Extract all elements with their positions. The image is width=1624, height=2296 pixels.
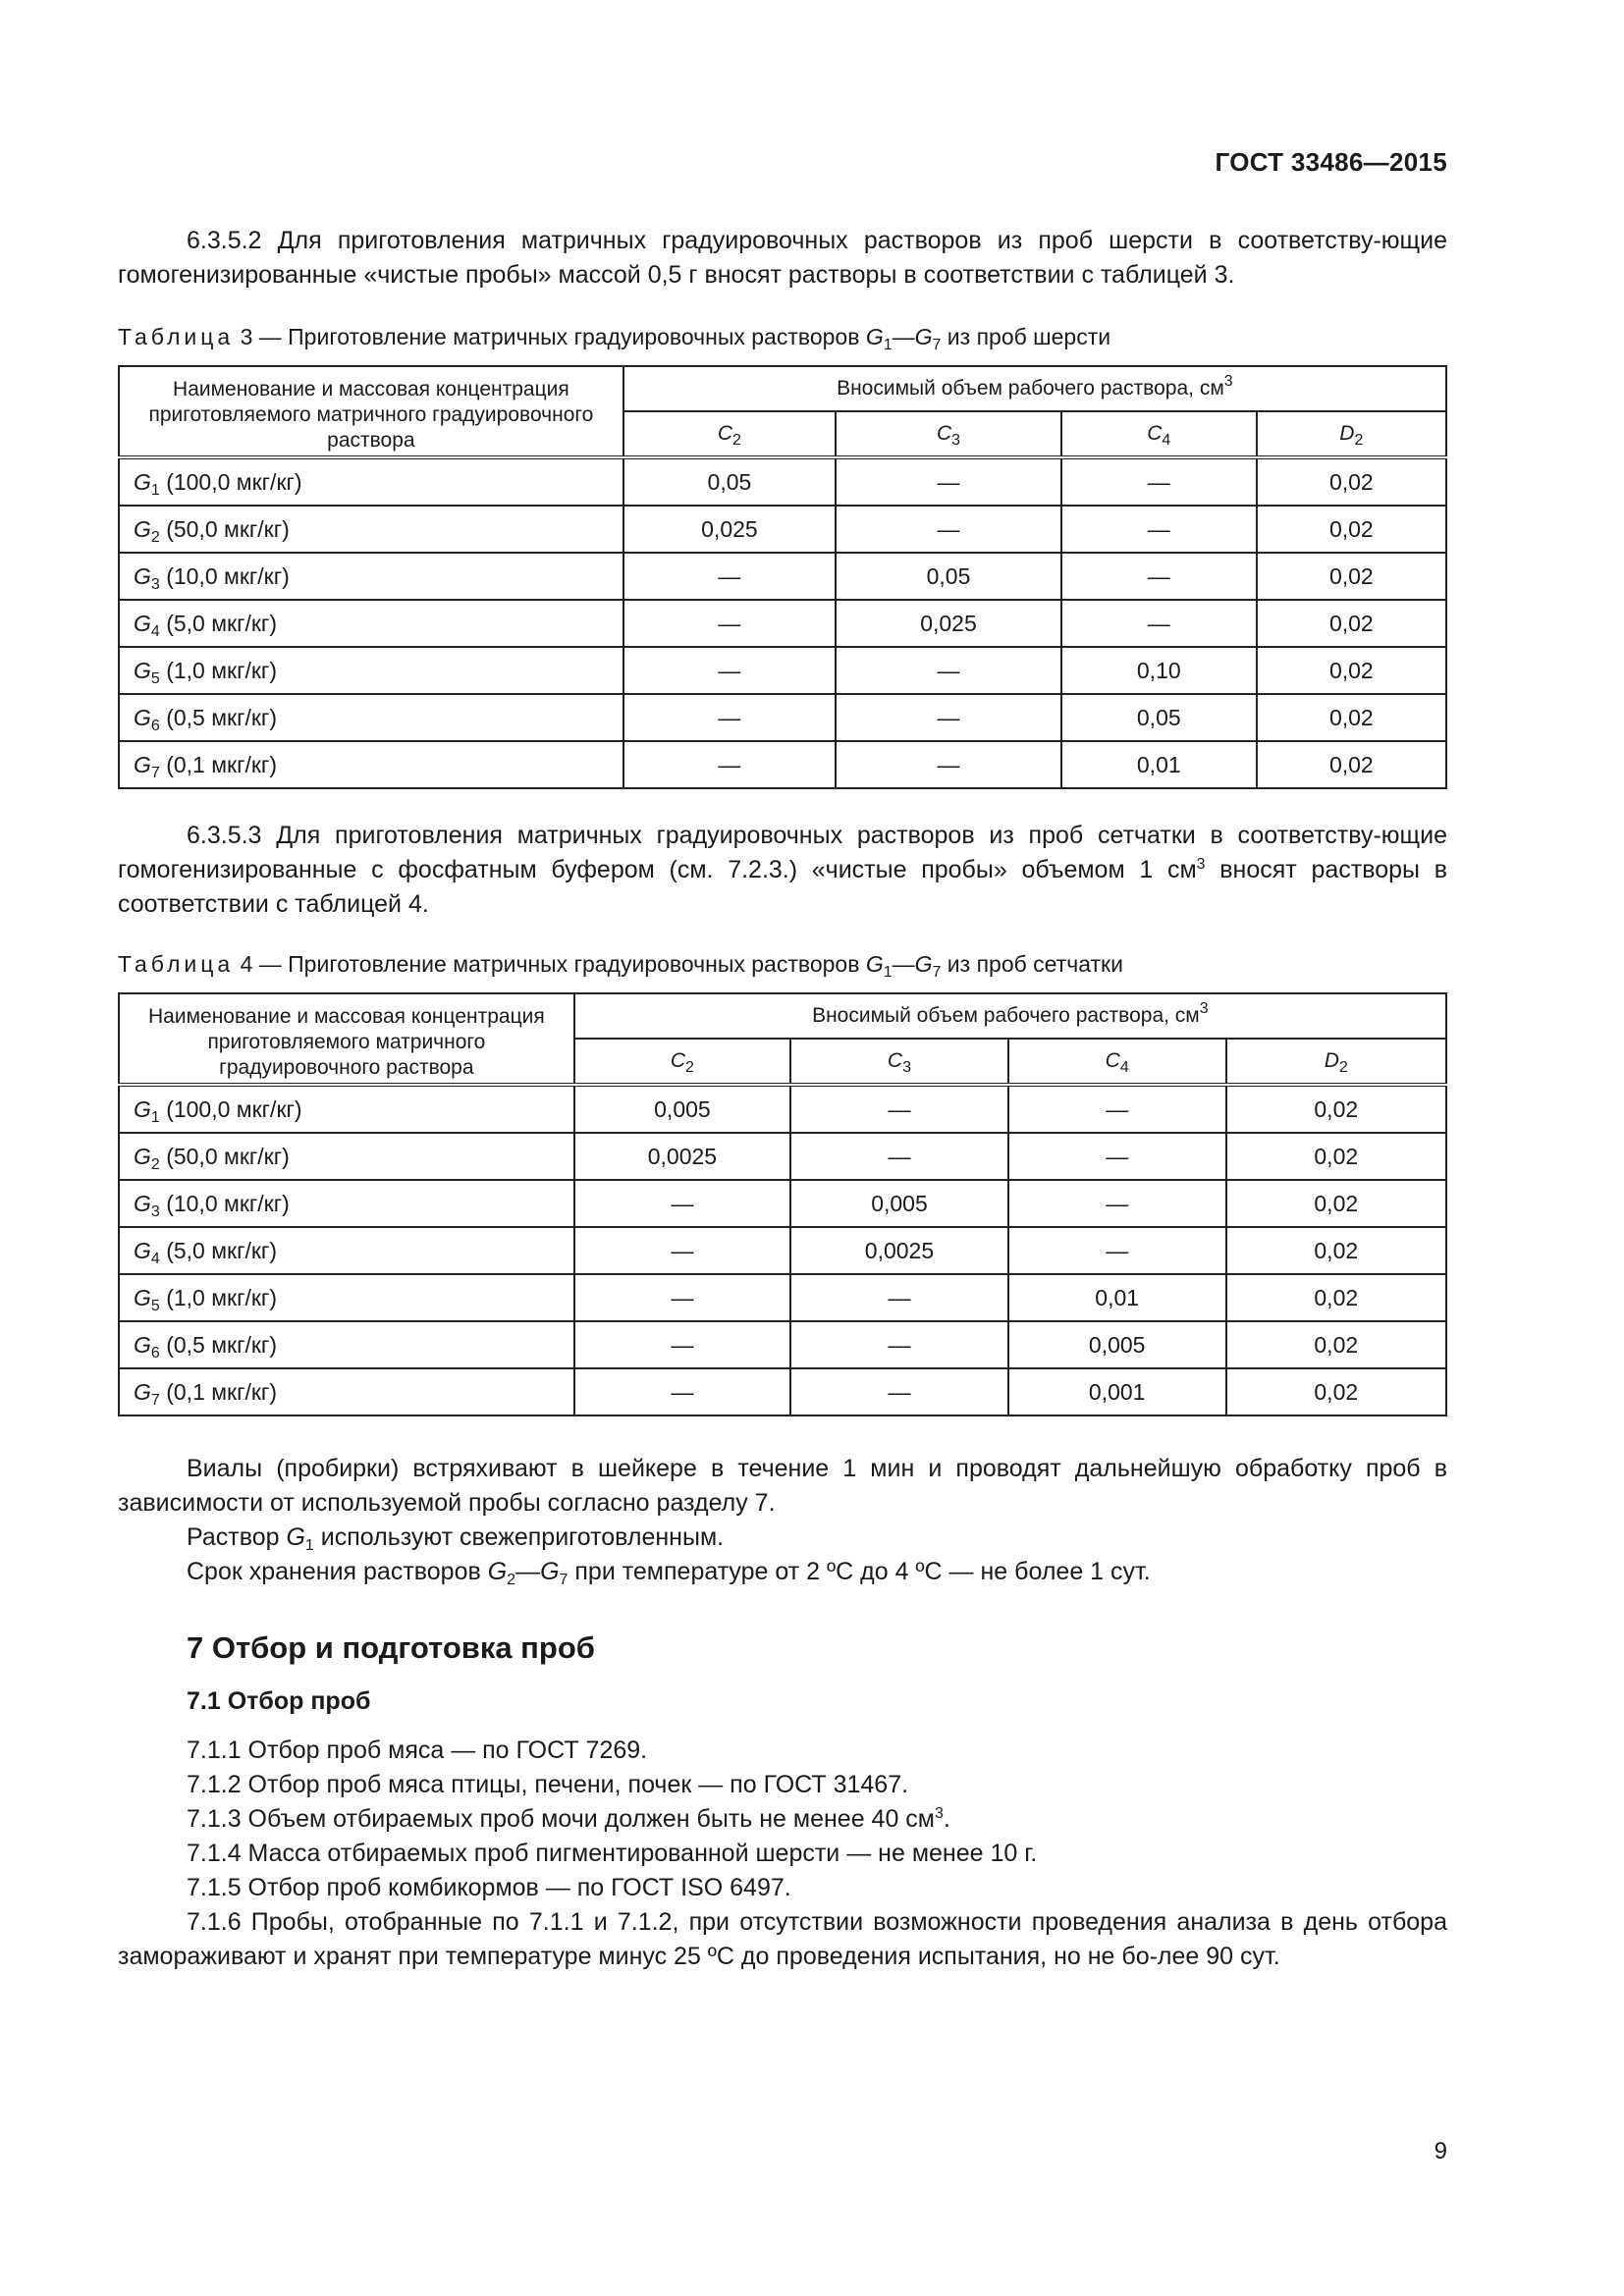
column-header-d2: $D_2$: [1226, 1039, 1446, 1085]
volume-cell-c3: —: [836, 741, 1061, 788]
volume-cell-c2: —: [574, 1227, 790, 1274]
volume-cell-d2: 0,02: [1257, 457, 1446, 506]
page-number: 9: [1434, 2138, 1447, 2164]
volume-cell-c3: 0,05: [836, 553, 1061, 600]
volume-cell-c4: —: [1008, 1227, 1226, 1274]
item-7-1-4: 7.1.4 Масса отбираемых проб пигментированной шерсти — не менее 10 г.: [187, 1840, 1038, 1867]
volume-cell-d2: 0,02: [1226, 1321, 1446, 1368]
volume-cell-d2: 0,02: [1257, 741, 1446, 788]
column-header-name: Наименование и массовая концентрация приготовляемого матричного градуировочного раствора: [119, 993, 574, 1085]
volume-cell-c3: —: [790, 1274, 1008, 1321]
volume-cell-d2: 0,02: [1226, 1274, 1446, 1321]
table-row: [119, 506, 1446, 553]
volume-cell-c4: —: [1061, 457, 1257, 506]
table-row: [119, 1180, 1446, 1227]
volume-cell-c4: —: [1008, 1133, 1226, 1180]
volume-cell-d2: 0,02: [1257, 647, 1446, 694]
volume-cell-d2: 0,02: [1257, 600, 1446, 647]
solution-name-cell: $G_6$ (0,5 мкг/кг): [119, 694, 623, 741]
volume-cell-c3: —: [790, 1133, 1008, 1180]
volume-cell-c3: 0,005: [790, 1180, 1008, 1227]
column-header-c2: $C_2$: [623, 411, 836, 457]
solution-name-cell: $G_4$ (5,0 мкг/кг): [119, 600, 623, 647]
volume-cell-d2: 0,02: [1226, 1227, 1446, 1274]
volume-cell-c2: 0,005: [574, 1085, 790, 1133]
volume-cell-c4: 0,10: [1061, 647, 1257, 694]
table-row: [119, 553, 1446, 600]
solution-name-cell: $G_5$ (1,0 мкг/кг): [119, 647, 623, 694]
table-row: [119, 1321, 1446, 1368]
table-row: [119, 457, 1446, 506]
solution-name-cell: $G_1$ (100,0 мкг/кг): [119, 1085, 574, 1133]
column-header-name: Наименование и массовая концентрация приготовляемого матричного градуировочного раствора: [119, 366, 623, 457]
volume-cell-d2: 0,02: [1257, 694, 1446, 741]
volume-cell-c2: 0,05: [623, 457, 836, 506]
volume-cell-c3: —: [836, 694, 1061, 741]
table-row: [119, 600, 1446, 647]
solution-name-cell: $G_4$ (5,0 мкг/кг): [119, 1227, 574, 1274]
table-row: [119, 741, 1446, 788]
item-7-1-1: 7.1.1 Отбор проб мяса — по ГОСТ 7269.: [187, 1736, 648, 1764]
volume-cell-c3: 0,0025: [790, 1227, 1008, 1274]
volume-cell-c4: 0,001: [1008, 1368, 1226, 1415]
volume-cell-c4: 0,01: [1008, 1274, 1226, 1321]
volume-cell-d2: 0,02: [1257, 553, 1446, 600]
table-row: [119, 1227, 1446, 1274]
volume-cell-c3: —: [790, 1321, 1008, 1368]
document-code: ГОСТ 33486—2015: [1215, 147, 1447, 177]
table-row: [119, 1085, 1446, 1133]
volume-cell-c3: —: [790, 1368, 1008, 1415]
column-header-d2: $D_2$: [1257, 411, 1446, 457]
paragraph-vials: Виалы (пробирки) встряхивают в шейкере в течение 1 мин и проводят дальнейшую обработку проб в зависимости от используемой пробы согласно разделу 7.: [118, 1455, 1447, 1517]
paragraph-6-3-5-3: 6.3.5.3 Для приготовления матричных градуировочных растворов из проб сетчатки в соответству-ющие гомогенизированные с фосфатным буфером (см. 7.2.3.) «чистые пробы» объемом 1 $см^3$ вносят растворы в соответствии с таблицей 4.: [118, 822, 1447, 918]
volume-cell-c2: —: [574, 1180, 790, 1227]
volume-cell-d2: 0,02: [1226, 1368, 1446, 1415]
table-row: [119, 1368, 1446, 1415]
item-7-1-3: 7.1.3 Объем отбираемых проб мочи должен быть не менее 40 $см^3$.: [187, 1805, 950, 1833]
paragraph-solution-g1: Раствор $G_1$ используют свежеприготовленным.: [187, 1523, 725, 1554]
volume-cell-d2: 0,02: [1226, 1133, 1446, 1180]
volume-cell-c2: —: [574, 1321, 790, 1368]
subsection-7-1-title: 7.1 Отбор проб: [187, 1687, 371, 1715]
item-7-1-2: 7.1.2 Отбор проб мяса птицы, печени, почек — по ГОСТ 31467.: [187, 1771, 909, 1798]
table-row: [119, 647, 1446, 694]
volume-cell-c2: —: [623, 741, 836, 788]
solution-name-cell: $G_2$ (50,0 мкг/кг): [119, 1133, 574, 1180]
paragraph-6-3-5-2: 6.3.5.2 Для приготовления матричных градуировочных растворов из проб шерсти в соответству-ющие гомогенизированные «чистые пробы» массой 0,5 г вносят растворы в соответствии с таблицей 3.: [118, 227, 1447, 289]
solution-name-cell: $G_6$ (0,5 мкг/кг): [119, 1321, 574, 1368]
table-4: [118, 992, 1447, 1416]
volume-cell-c4: 0,005: [1008, 1321, 1226, 1368]
page-content: [118, 224, 1447, 1974]
table-row: [119, 1133, 1446, 1180]
item-7-1-6: 7.1.6 Пробы, отобранные по 7.1.1 и 7.1.2, при отсутствии возможности проведения анализа в день отбора замораживают и хранят при температуре минус 25 ºС до проведения испытания, но не бо-лее 90 сут.: [118, 1908, 1447, 1970]
volume-cell-c4: —: [1061, 600, 1257, 647]
volume-cell-c2: —: [574, 1274, 790, 1321]
volume-cell-c2: —: [574, 1368, 790, 1415]
section-7-title: 7 Отбор и подготовка проб: [187, 1630, 595, 1665]
volume-cell-d2: 0,02: [1226, 1085, 1446, 1133]
solution-name-cell: $G_7$ (0,1 мкг/кг): [119, 1368, 574, 1415]
volume-cell-c3: —: [836, 457, 1061, 506]
volume-cell-c4: —: [1061, 553, 1257, 600]
solution-name-cell: $G_3$ (10,0 мкг/кг): [119, 553, 623, 600]
volume-cell-c4: —: [1061, 506, 1257, 553]
volume-cell-c3: —: [836, 647, 1061, 694]
column-header-volume: Вносимый объем рабочего раствора, $см^3$: [574, 993, 1446, 1039]
solution-name-cell: $G_5$ (1,0 мкг/кг): [119, 1274, 574, 1321]
solution-name-cell: $G_7$ (0,1 мкг/кг): [119, 741, 623, 788]
volume-cell-d2: 0,02: [1257, 506, 1446, 553]
table-3-caption: Таблица 3 — Приготовление матричных градуировочных растворов $G_1—G_7$ из проб шерсти: [118, 324, 1111, 353]
section-7-1-items: [118, 1734, 1447, 1974]
volume-cell-c2: —: [623, 694, 836, 741]
paragraph-storage: Срок хранения растворов $G_2—G_7$ при температуре от 2 ºС до 4 ºС — не более 1 сут.: [187, 1558, 1151, 1588]
item-7-1-5: 7.1.5 Отбор проб комбикормов — по ГОСТ ISO 6497.: [187, 1874, 791, 1901]
table-4-caption: Таблица 4 — Приготовление матричных градуировочных растворов $G_1—G_7$ из проб сетчатки: [118, 951, 1123, 981]
table-3: [118, 365, 1447, 789]
column-header-c4: $C_4$: [1008, 1039, 1226, 1085]
table-row: [119, 1274, 1446, 1321]
volume-cell-c3: —: [836, 506, 1061, 553]
volume-cell-c4: 0,01: [1061, 741, 1257, 788]
table-row: [119, 694, 1446, 741]
volume-cell-c2: —: [623, 600, 836, 647]
solution-name-cell: $G_3$ (10,0 мкг/кг): [119, 1180, 574, 1227]
column-header-volume: Вносимый объем рабочего раствора, $см^3$: [623, 366, 1446, 411]
column-header-c3: $C_3$: [790, 1039, 1008, 1085]
volume-cell-c4: 0,05: [1061, 694, 1257, 741]
volume-cell-c2: —: [623, 647, 836, 694]
volume-cell-d2: 0,02: [1226, 1180, 1446, 1227]
solution-name-cell: $G_1$ (100,0 мкг/кг): [119, 457, 623, 506]
column-header-c3: $C_3$: [836, 411, 1061, 457]
column-header-c4: $C_4$: [1061, 411, 1257, 457]
volume-cell-c4: —: [1008, 1180, 1226, 1227]
volume-cell-c3: —: [790, 1085, 1008, 1133]
volume-cell-c2: 0,0025: [574, 1133, 790, 1180]
solution-name-cell: $G_2$ (50,0 мкг/кг): [119, 506, 623, 553]
volume-cell-c2: —: [623, 553, 836, 600]
volume-cell-c4: —: [1008, 1085, 1226, 1133]
volume-cell-c2: 0,025: [623, 506, 836, 553]
volume-cell-c3: 0,025: [836, 600, 1061, 647]
column-header-c2: $C_2$: [574, 1039, 790, 1085]
